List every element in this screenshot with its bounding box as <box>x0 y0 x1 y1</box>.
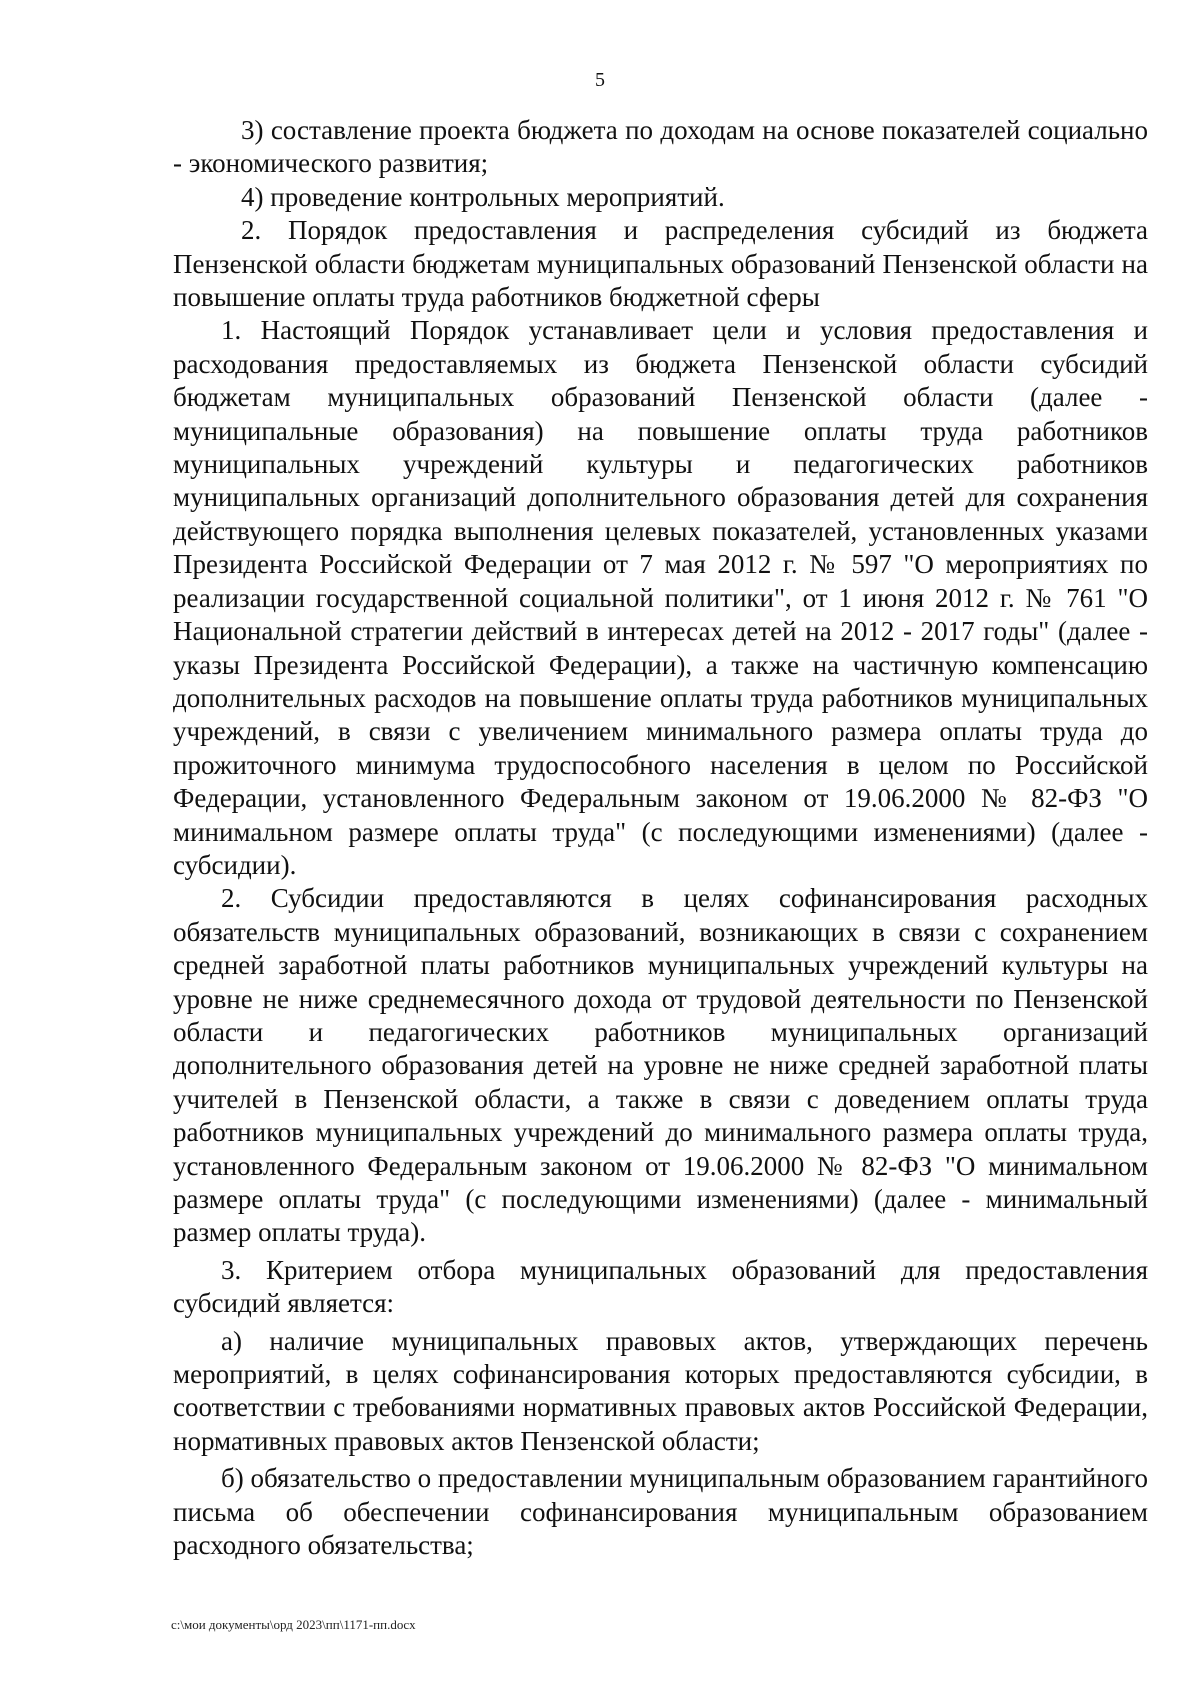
footer-file-path: c:\мои документы\орд 2023\пп\1171-пп.docx <box>171 1617 416 1632</box>
paragraph: 3. Критерием отбора муниципальных образований для предоставления субсидий является: <box>173 1254 1148 1319</box>
list-item: а) наличие муниципальных правовых актов, утверждающих перечень мероприятий, в целях софинансирования которых предоставляются субсидии, в соответствии с требованиями нормативных правовых актов Российской Федерации, нормативных правовых актов Пензенской области; <box>173 1325 1148 1456</box>
paragraph: 1. Настоящий Порядок устанавливает цели и условия предоставления и расходования предоставляемых из бюджета Пензенской области субсидий бюджетам муниципальных образований Пензенской области (далее - муниципальные образования) на повышение оплаты труда работников муниципальных учреждений культуры и педагогических работников муниципальных организаций дополнительного образования детей для сохранения действующего порядка выполнения целевых показателей, установленных указами Президента Российской Федерации от 7 мая 2012 г. № 597 "О мероприятиях по реализации государственной социальной политики", от 1 июня 2012 г. № 761 "О Национальной стратегии действий в интересах детей на 2012 - 2017 годы" (далее - указы Президента Российской Федерации), а также на частичную компенсацию дополнительных расходов на повышение оплаты труда работников муниципальных учреждений, в связи с увеличением минимального размера оплаты труда до прожиточного минимума трудоспособного населения в целом по Российской Федерации, установленного Федеральным законом от 19.06.2000 № 82-ФЗ "О минимальном размере оплаты труда" (с последующими изменениями) (далее - субсидии). <box>173 315 1148 880</box>
paragraph: 4) проведение контрольных мероприятий. <box>241 181 725 212</box>
section-heading: 2. Порядок предоставления и распределения субсидий из бюджета Пензенской области бюджетам муниципальных образований Пензенской области на повышение оплаты труда работников бюджетной сферы <box>173 215 1148 313</box>
page-number: 5 <box>595 69 605 91</box>
document-body <box>173 114 1148 1562</box>
paragraph: 2. Субсидии предоставляются в целях софинансирования расходных обязательств муниципальных образований, возникающих в связи с сохранением средней заработной платы работников муниципальных учреждений культуры на уровне не ниже среднемесячного дохода от трудовой деятельности по Пензенской области и педагогических работников муниципальных организаций дополнительного образования детей на уровне не ниже средней заработной платы учителей в Пензенской области, а также в связи с доведением оплаты труда работников муниципальных учреждений до минимального размера оплаты труда, установленного Федеральным законом от 19.06.2000 № 82-ФЗ "О минимальном размере оплаты труда" (с последующими изменениями) (далее - минимальный размер оплаты труда). <box>173 883 1148 1248</box>
paragraph: 3) составление проекта бюджета по доходам на основе показателей социально - экономического развития; <box>173 115 1148 179</box>
list-item: б) обязательство о предоставлении муниципальным образованием гарантийного письма об обеспечении софинансирования муниципальным образованием расходного обязательства; <box>173 1463 1148 1561</box>
